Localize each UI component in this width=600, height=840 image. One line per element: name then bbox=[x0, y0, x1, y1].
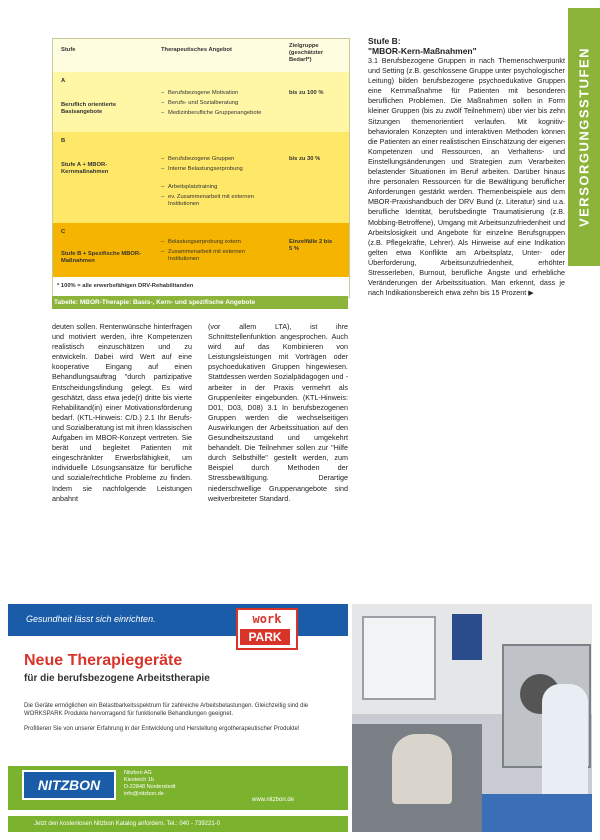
header-angebot: Therapeutisches Angebot bbox=[161, 47, 232, 53]
logo-text-top: work bbox=[252, 612, 282, 626]
ad-photo bbox=[352, 604, 592, 832]
row-b-name: Stufe A + MBOR-Kernmaßnahmen bbox=[61, 162, 109, 175]
column-2-text: (vor allem LTA), ist ihre Schnittstellenfunktion angesprochen. Auch wird auf das Kombinieren von Leistungsleistungen mit Vorträgen oder psychoedukativen Gruppen hingewiesen. Stattdessen werden Sozialpädagogen und -arbeiter in der Praxis vermehrt als Gruppenleiter eingebunden. (KTL-Hinweis: D01, D03, D08) 3.1 In berufsbezogenen Gruppen werden die wechselseitigen Auswirkungen der Arbeitssituation auf den Gesundheitszustand und umgekehrt behandelt. Die Teilnehmer sollen zur "Hilfe durch Selbsthilfe" gestellt werden, zum Beispiel durch Methoden der Stressbewältigung. Derartige niederschwellige Gruppenangebote sind weitverbreiteter Standard. bbox=[208, 322, 348, 503]
table-row-c bbox=[53, 223, 349, 277]
ad-body-text: Die Geräte ermöglichen ein Belastbarkeitsspektrum für zahlreiche Arbeitsbelastungen. Gleichzeitig sind die WORKSPARK Produkte hervorragend für funktionelle Behandlungen geeignet. bbox=[24, 703, 309, 717]
column-1-text: deuten sollen. Rentenwünsche hinterfragen und motiviert werden, ihre Kompetenzen realistisch einzuschätzen und zu entwickeln. Dabei wird Wert auf eine kooperative Eingang auf einen Behandlungsauftrag "durch partizipative Entscheidungsfindung gelegt. Es wird geschätzt, dass etwa jede(r) dritte bis vierte Rehabilitand(in) einer Motivationsförderung bedarf. (KTL-Hinweis: C/D.) 2.1 Ihr Berufs- und Sozialberatung ist mit ihren klassischen Aufgaben im MBOR-Konzept vertreten. Sie berät und begleitet Patienten mit eingeschränkter Erwerbsfähigkeit, um individuelle Lösungsansätze für berufliche und soziale/rechtliche Probleme zu finden. Indem sie nachfolgende Leistungen anbahnt bbox=[52, 322, 192, 503]
row-b-letter: B bbox=[61, 138, 66, 144]
ad-subtitle: für die berufsbezogene Arbeitstherapie bbox=[24, 673, 210, 684]
row-a-item: – Medizinberufliche Gruppenangebote bbox=[161, 110, 268, 117]
row-b-item: – Arbeitsplatztraining bbox=[161, 184, 217, 191]
row-a-zielgruppe: bis zu 100 % bbox=[289, 90, 324, 96]
ad-body-text-2: Profitieren Sie von unserer Erfahrung in der Entwicklung und Herstellung ergotherapeutischer Produkte! bbox=[24, 726, 300, 732]
therapy-table bbox=[52, 38, 350, 298]
table-header-row bbox=[53, 39, 349, 72]
photo-person-2 bbox=[392, 734, 452, 804]
workpark-logo bbox=[236, 608, 298, 650]
row-c-item: – Belastungserprobung extern bbox=[161, 239, 241, 246]
table-row-b bbox=[53, 132, 349, 223]
ad-bottom-line: Jetzt den kostenlosen Nitzbon Katalog anfordern. Tel.: 040 - 739221-0 bbox=[8, 816, 348, 832]
logo-text-bottom: PARK bbox=[240, 629, 290, 645]
row-b-item: – Interne Belastungserprobung bbox=[161, 166, 263, 173]
table-footnote-row bbox=[53, 277, 349, 297]
row-c-name: Stufe B + Spezifische MBOR-Maßnahmen bbox=[61, 251, 142, 264]
table-footnote: * 100% = alle erwerbsfähigen DRV-Rehabilitanden bbox=[57, 283, 194, 289]
side-tab-label: VERSORGUNGSSTUFEN bbox=[576, 46, 592, 228]
photo-boxes bbox=[482, 794, 592, 832]
nitzbon-logo: NITZBON bbox=[22, 770, 116, 800]
section-subheading: "MBOR-Kern-Maßnahmen" bbox=[368, 46, 477, 56]
row-a-item: – Berufsbezogene Motivation bbox=[161, 90, 238, 97]
photo-shelf bbox=[362, 616, 436, 700]
text-column-3 bbox=[368, 36, 565, 298]
photo-cabinet bbox=[452, 614, 482, 660]
table-row-a bbox=[53, 72, 349, 132]
row-a-letter: A bbox=[61, 78, 66, 84]
text-column-2 bbox=[208, 322, 348, 504]
section-heading: Stufe B: bbox=[368, 36, 401, 46]
column-3-text: 3.1 Berufsbezogene Gruppen in nach Themenschwerpunkt und Setting (z.B. geschlossene Gruppe unter psychologischer Leitung) bilden berufsbezogene psychoedukative Gruppen eine Kernmaßnahme für Patienten mit besonderen beruflichen Problemen. Die Maßnahmen sollen in Form kleiner Gruppen (bis zu zwölf Teilnehmern) über vier bis zehn Sitzungen themenorientiert verlaufen. Mit kognitiv-behavioralen Konzepten und interaktiven Methoden können die Patienten an einer realistischen Einschätzung der eigenen Kompetenzen und Ressourcen, an Verhaltens- und Einstellungsänderungen und Strategien zum Verarbeiten belastender Situationen im Beruf arbeiten. Darüber hinaus ihre personalen Ressourcen für die Bewältigung beruflicher Anforderungen gestärkt werden. Themenbeispiele aus dem MBOR-Praxishandbuch der DRV Bund (z. Literatur) sind u.a. berufliche Identität, berufsbedingte Traumatisierung (z.B. Mobbing-Betroffene), Umgang mit Arbeitsunzufriedenheit und Arbeitslosigkeit und Angebote für einzelne Berufsgruppen (z.B. Pflegekräfte, Lehrer). Als Hinweise auf eine Indikation gelten etwa Konflikte am Arbeitsplatz, Unter- oder Überforderung, Arbeitsunzufriedenheit, erhöhter Stresserleben, Burnout, berufliche Ängste und erhebliche Veränderungen der Arbeitssituation. Man erkennt, dass je nach Indikationsbereich etwa zehn bis 15 Prozent ▶ bbox=[368, 56, 565, 298]
side-tab bbox=[568, 8, 600, 266]
row-b-zielgruppe: bis zu 30 % bbox=[289, 156, 321, 162]
row-b-item: – Berufsbezogene Gruppen bbox=[161, 156, 234, 163]
ad-slogan: Gesundheit lässt sich einrichten. bbox=[26, 614, 156, 624]
row-a-name: Beruflich orientierte Basisangebote bbox=[61, 102, 117, 115]
header-zielgruppe: Zielgruppe (geschätzter Bedarf*) bbox=[289, 43, 324, 63]
table-caption: Tabelle: MBOR-Therapie: Basis-, Kern- und spezifische Angebote bbox=[52, 296, 348, 309]
row-c-item: – Zusammenarbeit mit externen Institutionen bbox=[161, 249, 268, 263]
row-c-letter: C bbox=[61, 229, 66, 235]
row-c-zielgruppe: Einzelfälle 2 bis 5 % bbox=[289, 239, 333, 252]
company-website[interactable]: www.nitzbon.de bbox=[252, 797, 295, 803]
header-stufe: Stufe bbox=[61, 47, 76, 53]
ad-title: Neue Therapiegeräte bbox=[24, 652, 183, 669]
row-b-item: – ev. Zusammenarbeit mit externen Institutionen bbox=[161, 194, 278, 208]
text-column-1 bbox=[52, 322, 192, 504]
company-address: Nitzbon AG Kiesteich 1b D-22848 Norderstedt info@nitzbon.de bbox=[124, 770, 176, 797]
row-a-item: – Berufs- und Sozialberatung bbox=[161, 100, 238, 107]
